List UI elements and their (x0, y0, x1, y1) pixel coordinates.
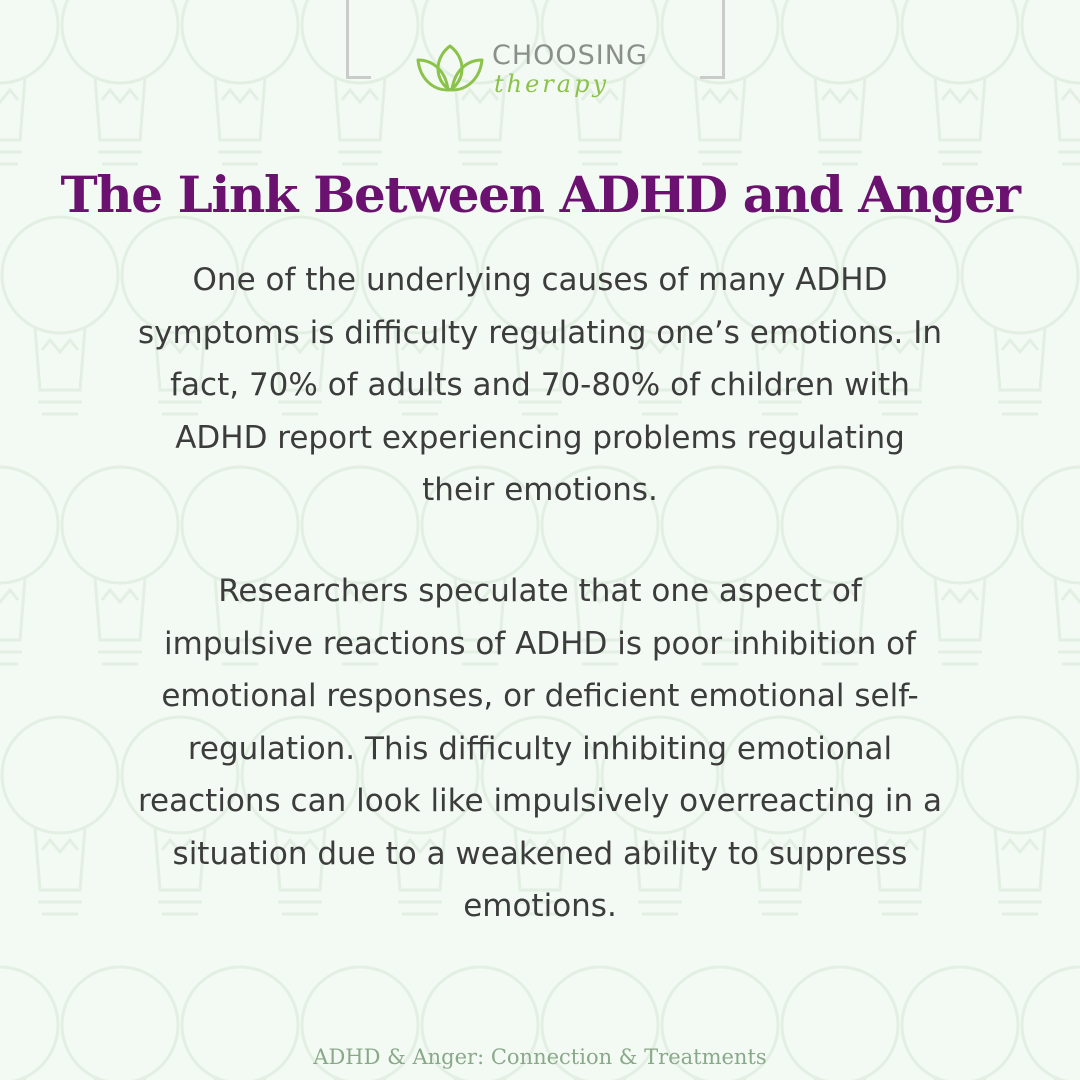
paragraph-emotional-regulation (90, 254, 990, 517)
paragraph-line: fact, 70% of adults and 70-80% of children with (170, 367, 910, 403)
paragraph-line: their emotions. (422, 472, 658, 508)
paragraph-line: situation due to a weakened ability to suppress (172, 835, 908, 872)
brand-name-line1: CHOOSING (492, 40, 648, 71)
paragraph-line: symptoms is difficulty regulating one’s emotions. In (137, 314, 943, 351)
paragraph-line: reactions can look like impulsively overreacting in a (137, 783, 943, 819)
brand-name-line2: therapy (494, 70, 610, 98)
paragraph-line: Researchers speculate that one aspect of (218, 573, 862, 609)
brand-logo (414, 36, 664, 106)
header-frame-right (700, 0, 725, 79)
footer-caption: ADHD & Anger: Connection & Treatments (313, 1045, 767, 1069)
header-frame-left (346, 0, 371, 79)
paragraph-impulsive-reactions (90, 565, 990, 933)
page-title: The Link Between ADHD and Anger (60, 165, 1020, 224)
paragraph-line: emotional responses, or deficient emotional self- (161, 678, 919, 714)
paragraph-line: emotions. (463, 888, 617, 924)
paragraph-line: One of the underlying causes of many ADHD (192, 262, 888, 298)
paragraph-line: impulsive reactions of ADHD is poor inhibition of (164, 625, 916, 662)
paragraph-line: regulation. This difficulty inhibiting emotional (187, 730, 893, 767)
paragraph-line: ADHD report experiencing problems regulating (175, 419, 905, 456)
lotus-icon (414, 40, 486, 98)
